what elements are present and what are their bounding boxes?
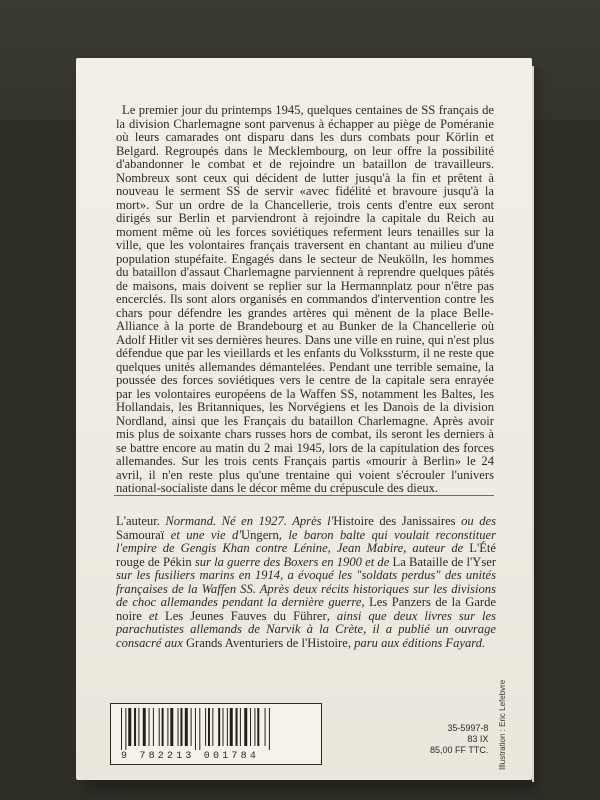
author-bio-title: Les Panzers de la Garde noire xyxy=(116,595,496,623)
barcode-bar xyxy=(125,708,126,750)
barcode-bar xyxy=(250,708,251,746)
barcode-bar xyxy=(180,708,182,746)
author-bio-text: et une vie d' xyxy=(164,527,242,542)
author-bio-title: Ungern xyxy=(241,527,279,542)
illustration-credit: Illustration : Eric Lefebvre xyxy=(498,679,507,770)
author-bio-text: ou des xyxy=(455,514,496,528)
barcode-bar xyxy=(199,708,200,750)
barcode-bar xyxy=(149,708,150,746)
divider xyxy=(114,495,494,496)
barcode-bar xyxy=(138,708,139,746)
author-bio-text: et xyxy=(141,608,166,623)
barcode-bar xyxy=(121,708,122,750)
author-bio-label: L'auteur. xyxy=(116,514,166,528)
barcode-bars xyxy=(117,708,315,750)
barcode-bar xyxy=(170,708,173,746)
back-cover-blurb: Le premier jour du printemps 1945, quelques centaines de SS français de la division Charlemagne sont parvenus à échapper au piège de Poméranie où leurs camarades ont disparu dans les durs combats pour Körlin et Belgard. Regroupés dans le Mecklembourg, on leur offre la possibilité d'abandonner le combat et de rejoindre un bataillon de travailleurs. Nombreux sont ceux qui décident de lutter jusqu'à la fin et prêtent à nouveau le serment SS de servir «avec fidélité et bravoure jusqu'à la mort». Sur un ordre de la Chancellerie, trois cents d'entre eux seront dirigés sur Berlin et parviendront à rejoindre la capitale du Reich au moment même où les forces soviétiques referment leurs tenailles sur la ville, que les volontaires français traversent en chantant au milieu d'une population stupéfaite. Engagés dans le secteur de Neukölln, les hommes du bataillon d'assaut Charlemagne parviennent à reprendre quelques pâtés de maisons, mais doivent se replier sur la Hermannplatz pour n'être pas encerclés. Ils sont alors organisés en commandos d'intervention contre les chars pour défendre les grandes artères qui mènent de la place Belle-Alliance à la porte de Brandebourg et au Bunker de la Chancellerie où Adolf Hitler vit ses dernières heures. Dans une ville en ruine, qui n'est plus défendue que par les vieillards et les enfants du Volkssturm, il ne reste que quelques unités allemandes démantelées. Pendant une terrible semaine, la poussée des forces soviétiques vers le centre de la capitale sera enrayée par les volontaires européens de la Waffen SS, notamment les Baltes, les Hollandais, les Britanniques, les Norvégiens et les Danois de la division Nordland, ainsi que les Français du bataillon Charlemagne. Après avoir mis plus de soixante chars russes hors de combat, ils seront les derniers à se battre encore au matin du 2 mai 1945, lors de la capitulation des forces allemandes. Sur les trois cents Français partis «mourir à Berlin» le 24 avril, il n'en reste plus qu'une trentaine qui voient s'écrouler l'univers national-socialiste dans le décor même du crépuscule des dieux. xyxy=(116,103,494,495)
barcode-bar xyxy=(167,708,168,746)
author-bio-title: La Bataille de l'Yser xyxy=(392,554,497,569)
author-bio-title: Histoire des xyxy=(333,514,402,528)
author-bio-text: , ainsi que deux livres sur les parachutistes allemands de Narvik à la Crète, il a publié un ouvrage consacré aux xyxy=(116,608,497,650)
barcode-number: 9 782213 001784 xyxy=(121,751,260,762)
barcode-bar xyxy=(143,708,146,746)
barcode-bar xyxy=(191,708,192,746)
author-bio-text: , paru aux éditions Fayard. xyxy=(347,635,486,650)
barcode-bar xyxy=(257,708,259,746)
barcode-bar xyxy=(178,708,179,746)
barcode-bar xyxy=(185,708,188,746)
barcode-bar xyxy=(265,708,266,746)
barcode-bar xyxy=(244,708,247,746)
catalog-code: 83 IX xyxy=(467,734,489,744)
barcode-bar xyxy=(269,708,270,750)
barcode-bar xyxy=(240,708,241,746)
author-bio-text: , le baron balte qui voulait reconstituer l'empire de Gengis Khan contre Lénine, Jean Mabire, auteur de xyxy=(116,527,496,555)
author-bio-title: Samouraï xyxy=(116,527,165,542)
barcode-bar xyxy=(153,708,154,746)
barcode-bar xyxy=(223,708,224,746)
price-codes xyxy=(430,723,488,756)
barcode-bar xyxy=(195,708,196,750)
barcode-bar xyxy=(230,708,233,746)
barcode-bar xyxy=(254,708,255,746)
author-bio-title: Janissaires xyxy=(401,514,456,528)
barcode-bar xyxy=(159,708,160,746)
barcode-bar xyxy=(212,708,213,746)
author-bio-text: sur la guerre des Boxers en 1900 et de xyxy=(191,554,393,569)
barcode-bar xyxy=(236,708,238,746)
author-bio-title: Les Jeunes Fauves du Führer xyxy=(165,608,327,623)
barcode-bar xyxy=(134,708,136,746)
barcode xyxy=(110,703,322,765)
author-bio-title: Grands Aventuriers de l'Histoire xyxy=(185,635,348,650)
barcode-bar xyxy=(162,708,164,746)
barcode-bar xyxy=(218,708,220,746)
barcode-bar xyxy=(205,708,206,746)
author-bio xyxy=(116,515,496,650)
price-label: 85,00 FF TTC. xyxy=(430,745,489,755)
isbn-code: 35-5997-8 xyxy=(447,723,489,733)
author-bio-text: sur les fusiliers marins en 1914, a évoqué les "soldats perdus" des unités françaises de la Waffen SS. Après deux récits historiques sur les divisions de choc allemandes pendant la dernière guerre, xyxy=(116,568,496,609)
author-bio-text: Normand. Né en 1927. Après l' xyxy=(165,514,334,528)
barcode-bar xyxy=(128,708,131,746)
barcode-bar xyxy=(227,708,228,746)
author-bio-title: L'Été rouge de Pékin xyxy=(116,541,496,569)
barcode-bar xyxy=(208,708,210,746)
